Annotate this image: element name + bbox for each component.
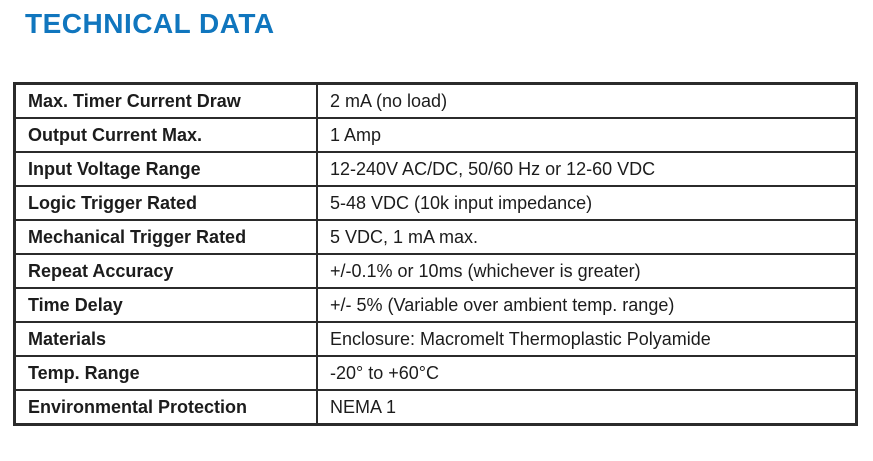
spec-label: Temp. Range — [15, 356, 318, 390]
spec-value: 2 mA (no load) — [317, 84, 857, 119]
spec-value: NEMA 1 — [317, 390, 857, 425]
table-row — [15, 288, 857, 322]
table-row — [15, 186, 857, 220]
table-row — [15, 84, 857, 119]
table-row — [15, 254, 857, 288]
spec-value: Enclosure: Macromelt Thermoplastic Polyamide — [317, 322, 857, 356]
spec-label: Time Delay — [15, 288, 318, 322]
spec-value: -20° to +60°C — [317, 356, 857, 390]
table-row — [15, 220, 857, 254]
technical-data-table — [13, 82, 858, 426]
spec-label: Environmental Protection — [15, 390, 318, 425]
spec-value: 12-240V AC/DC, 50/60 Hz or 12-60 VDC — [317, 152, 857, 186]
spec-label: Logic Trigger Rated — [15, 186, 318, 220]
table-row — [15, 118, 857, 152]
spec-label: Repeat Accuracy — [15, 254, 318, 288]
spec-label: Max. Timer Current Draw — [15, 84, 318, 119]
table-row — [15, 322, 857, 356]
table-row — [15, 356, 857, 390]
spec-label: Materials — [15, 322, 318, 356]
page-title: TECHNICAL DATA — [25, 8, 275, 39]
table-row — [15, 390, 857, 425]
spec-value: 5 VDC, 1 mA max. — [317, 220, 857, 254]
table-row — [15, 152, 857, 186]
spec-label: Input Voltage Range — [15, 152, 318, 186]
spec-value: 5-48 VDC (10k input impedance) — [317, 186, 857, 220]
spec-value: 1 Amp — [317, 118, 857, 152]
spec-label: Output Current Max. — [15, 118, 318, 152]
spec-value: +/- 5% (Variable over ambient temp. range) — [317, 288, 857, 322]
spec-label: Mechanical Trigger Rated — [15, 220, 318, 254]
spec-value: +/-0.1% or 10ms (whichever is greater) — [317, 254, 857, 288]
